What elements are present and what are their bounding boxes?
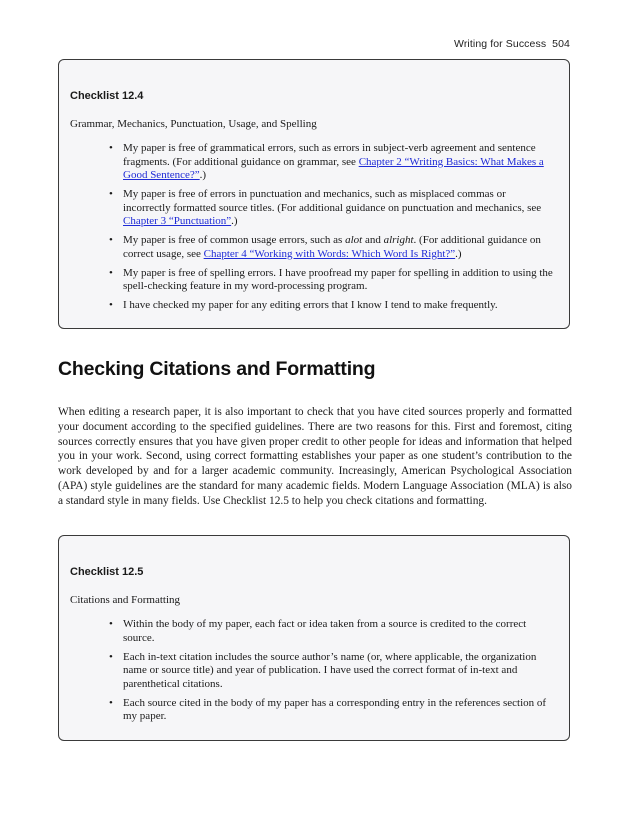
item-text: Each source cited in the body of my paper has a corresponding entry in the references section of my paper. [123, 696, 547, 722]
item-text: My paper is free of spelling errors. I have proofread my paper for spelling in addition to using the spell-checking feature in my word-processing program. [123, 266, 553, 292]
bullet-icon: • [109, 188, 113, 200]
usage-example: alot [345, 234, 363, 246]
item-text-end: .) [199, 169, 207, 181]
bullet-icon: • [109, 650, 113, 663]
section-heading: Checking Citations and Formatting [58, 358, 376, 380]
checklist-12-4-box [58, 59, 570, 329]
bullet-icon: • [109, 696, 113, 709]
item-text: . (For additional guidance on correct usage, see [123, 234, 541, 260]
item-text: I have checked my paper for any editing errors that I know I tend to make frequently. [123, 299, 498, 311]
checklist-12-4-subtitle: Grammar, Mechanics, Punctuation, Usage, and Spelling [70, 118, 317, 130]
item-text: My paper is free of errors in punctuation and mechanics, such as misplaced commas or incorrectly formatted source titles. (For additional guidance on punctuation and mechanics, see [123, 188, 542, 214]
item-text: My paper is free of common usage errors, such as [123, 234, 346, 246]
bullet-icon: • [109, 234, 113, 246]
item-text-end: .) [231, 215, 238, 227]
item-text: Within the body of my paper, each fact or idea taken from a source is credited to the correct source. [123, 618, 527, 644]
checklist-12-5-box [58, 535, 570, 741]
item-text: Each in-text citation includes the source author’s name (or, where applicable, the organization name or source title) and year of publication. I have used the correct format of in-text and parenthetical citations. [123, 650, 537, 690]
checklist-12-5-list [109, 618, 553, 729]
checklist-12-4-list [109, 142, 553, 318]
checklist-12-5-title: Checklist 12.5 [70, 566, 144, 578]
list-item [109, 188, 553, 229]
checklist-12-5-subtitle: Citations and Formatting [70, 594, 180, 606]
book-title: Writing for Success [454, 38, 547, 50]
page-number: 504 [552, 38, 570, 50]
list-item [109, 696, 553, 724]
running-header [454, 38, 570, 50]
bullet-icon: • [109, 142, 113, 154]
list-item [109, 234, 553, 261]
chapter-3-link[interactable]: Chapter 3 “Punctuation” [123, 215, 232, 227]
bullet-icon: • [109, 266, 113, 279]
list-item [109, 142, 553, 183]
chapter-2-link[interactable]: Chapter 2 “Writing Basics: What Makes a Good Sentence?” [123, 155, 544, 181]
bullet-icon: • [109, 299, 113, 311]
list-item [109, 266, 553, 294]
list-item [109, 299, 553, 313]
item-text: My paper is free of grammatical errors, such as errors in subject-verb agreement and sentence fragments. (For additional guidance on grammar, see [123, 142, 536, 168]
list-item [109, 618, 553, 645]
bullet-icon: • [109, 618, 113, 630]
usage-example: alright [383, 234, 414, 246]
checklist-12-4-title: Checklist 12.4 [70, 90, 144, 102]
body-paragraph: When editing a research paper, it is also important to check that you have cited sources properly and formatted your document according to the specified guidelines. There are two reasons for this. First and foremost, citing sources correctly ensures that you have given proper credit to other people for ideas and information that helped you in your work. Second, using correct formatting establishes your paper as one student’s contribution to the work developed by and for a larger academic community. Increasingly, American Psychological Association (APA) style guidelines are the standard for many academic fields. Modern Language Association (MLA) is also a standard style in many fields. Use Checklist 12.5 to help you check citations and formatting. [58, 406, 572, 507]
item-text-end: .) [455, 247, 462, 260]
item-text: and [362, 234, 384, 246]
list-item [109, 650, 553, 692]
chapter-4-link[interactable]: Chapter 4 “Working with Words: Which Word Is Right?” [203, 247, 456, 260]
